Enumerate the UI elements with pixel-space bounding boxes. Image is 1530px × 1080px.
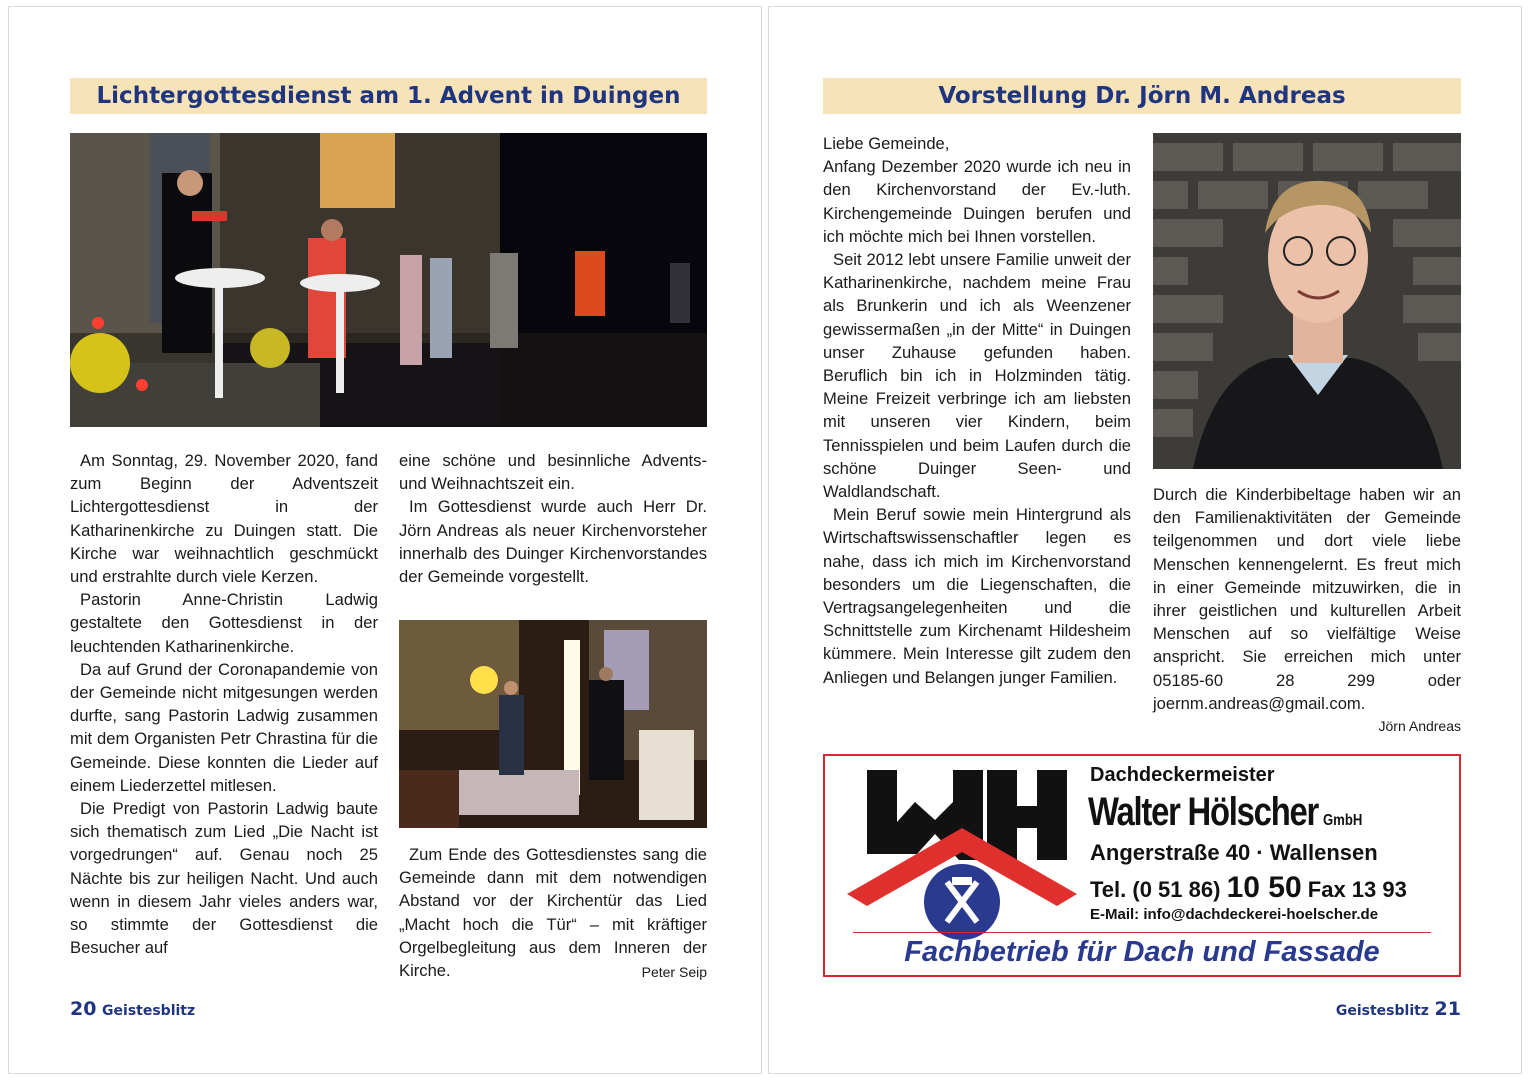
paragraph: Pastorin Anne-Christin Ladwig gestaltete den Gottesdienst in der leuchtenden Katharinenkirche.: [70, 590, 378, 656]
ad-address: Angerstraße 40 · Wallensen: [1090, 840, 1378, 865]
paragraph: Am Sonntag, 29. November 2020, fand zum Beginn der Adventszeit Lichtergottesdienst in der Katharinenkirche zu Duingen statt. Die Kirche war weihnachtlich geschmückt und erstrahlte durch viele Kerzen.: [70, 451, 378, 587]
paragraph: Da auf Grund der Coronapandemie von der Gemeinde nicht mitgesungen werden durfte, sang Pastorin Ladwig zusammen mit dem Organisten Petr Chrastina für die Gemeinde. Diese konnten die Lieder auf einem Liederzettel mitlesen.: [70, 659, 378, 795]
left-footer: [70, 998, 195, 1020]
left-column-2-bottom: [399, 843, 707, 984]
paragraph: Die Predigt von Pastorin Ladwig baute sich thematisch zum Lied „Die Nacht ist vorgedrungen“ auf. Genau noch 25 Nächte bis zur heiligen Nacht. Und auch wenn in diesem Jahr vieles anders war, so stimmte der Gottesdienst die Besucher auf: [70, 799, 378, 958]
paragraph: eine schöne und besinnliche Advents- und Weihnachtszeit ein.: [399, 451, 707, 494]
ad-company-suffix: GmbH: [1322, 812, 1363, 829]
paragraph: Durch die Kinderbibeltage haben wir an den Familienaktivitäten der Gemeinde teilgenommen und dort viele liebe Menschen kennengelernt. Es freut mich in einer Gemeinde mitzuwirken, die in ihrer geistlichen und kulturellen Arbeit Menschen auf so vielfältige Weise anspricht. Sie erreichen mich unter 05185-60 28 299 oder joernm.andreas@gmail.com.: [1153, 485, 1461, 713]
paragraph: Seit 2012 lebt unsere Familie unweit der Katharinenkirche, nachdem meine Frau als Brunkerin und ich als Weenzener gewissermaßen „in der Mitte“ in Duingen unser Zuhause gefunden haben. Beruflich bin ich in Holzminden tätig. Meine Freizeit verbringe ich am liebsten mit unseren vier Kindern, beim Tennisspielen und beim Laufen durch die schöne Duinger Seen- und Waldlandschaft.: [823, 250, 1131, 502]
magazine-name: Geistesblitz: [102, 1003, 196, 1019]
page-number: 21: [1434, 998, 1461, 1020]
outdoor-service-photo: [70, 133, 707, 427]
left-column-2-top: [399, 449, 707, 588]
right-footer: [1336, 998, 1461, 1020]
greeting: Liebe Gemeinde,: [823, 134, 950, 153]
ad-slogan: Fachbetrieb für Dach und Fassade: [904, 936, 1380, 968]
magazine-name: Geistesblitz: [1335, 1003, 1429, 1019]
ad-company-name: Walter Hölscher GmbH: [1088, 790, 1363, 834]
author-joern-andreas: Jörn Andreas: [1378, 718, 1461, 735]
portrait-photo: [1153, 133, 1461, 469]
ad-divider: [853, 932, 1431, 933]
page-number: 20: [70, 998, 97, 1020]
right-column-1: [823, 132, 1131, 689]
paragraph: Anfang Dezember 2020 wurde ich neu in den Kirchenvorstand der Ev.-luth. Kirchengemeinde Duingen berufen und ich möchte mich bei Ihnen vorstellen.: [823, 157, 1131, 246]
ad-email: E-Mail: info@dachdeckerei-hoelscher.de: [1090, 906, 1379, 923]
left-column-1: [70, 449, 378, 959]
author-peter-seip: Peter Seip: [641, 964, 707, 981]
ad-phone: Tel. (0 51 86) 10 50 Fax 13 93: [1090, 871, 1407, 904]
paragraph: Zum Ende des Gottesdienstes sang die Gemeinde dann mit dem notwendigen Abstand vor der Kirchentür das Lied „Macht hoch die Tür“ – mit kräftiger Orgelbegleitung aus dem Inneren der Kirche.: [399, 845, 707, 981]
right-article-title: Vorstellung Dr. Jörn M. Andreas: [823, 78, 1461, 114]
church-interior-photo: [399, 620, 707, 828]
company-logo-icon: [847, 762, 1077, 942]
right-column-2: [1153, 483, 1461, 738]
advertisement: [823, 754, 1461, 977]
ad-title: Dachdeckermeister: [1090, 764, 1275, 786]
left-article-title: Lichtergottesdienst am 1. Advent in Duingen: [70, 78, 707, 114]
paragraph: Mein Beruf sowie mein Hintergrund als Wirtschaftswissenschaftler legen es nahe, dass ich mich im Kirchenvorstand besonders um die Liegenschaften, die Vertragsangelegenheiten und die Schnittstelle zum Kirchenamt Hildesheim kümmere. Mein Interesse gilt zudem den Anliegen und Belangen junger Familien.: [823, 505, 1131, 687]
paragraph: Im Gottesdienst wurde auch Herr Dr. Jörn Andreas als neuer Kirchenvorsteher innerhalb des Duinger Kirchenvorstandes der Gemeinde vorgestellt.: [399, 497, 707, 587]
